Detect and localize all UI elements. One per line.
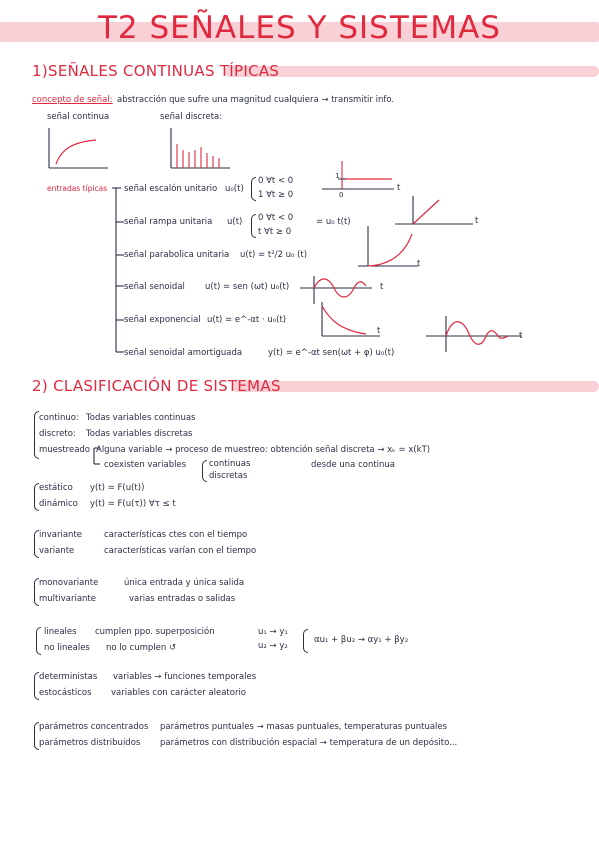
continuous-term: continuo:	[39, 413, 79, 423]
damped-signal-name: señal senoidal amortiguada	[124, 348, 243, 358]
linear-term: lineales	[44, 627, 77, 637]
exponential-signal-graph	[316, 302, 382, 338]
ramp-case-2: t ∀t ≥ 0	[258, 227, 292, 237]
discrete-desc: Todas variables discretas	[86, 429, 193, 439]
linear-desc: cumplen ppo. superposición	[95, 627, 215, 637]
sampled-subtree	[92, 448, 102, 466]
nonlinear-term: no lineales	[44, 643, 90, 653]
damped-signal-formula: y(t) = e^-αt sen(ωt + φ) u₀(t)	[268, 348, 395, 358]
coexist-continuous: continuas	[209, 459, 251, 469]
page-title: T2 SEÑALES Y SISTEMAS	[97, 10, 501, 46]
coexist-brace	[202, 460, 207, 482]
section1-heading: 1)SEÑALES CONTINUAS TÍPICAS	[32, 62, 280, 80]
deterministic-term: deterministas	[39, 672, 98, 682]
monovariant-desc: única entrada y única salida	[124, 578, 245, 588]
ramp-signal-graph	[395, 196, 475, 230]
ramp-cases-brace	[251, 214, 256, 238]
continuous-signal-label: señal continua	[47, 112, 110, 122]
sampled-desc: Alguna variable → proceso de muestreo: obtención señal discreta → xₖ = x(kT)	[96, 445, 431, 455]
sinusoid-axis-t: t	[380, 282, 384, 292]
step-axis-t: t	[397, 183, 401, 193]
parabolic-signal-graph	[358, 226, 420, 268]
multivariant-desc: varias entradas o salidas	[129, 594, 236, 604]
sinusoid-signal-name: señal senoidal	[124, 282, 185, 292]
discrete-signal-label: señal discreta:	[160, 112, 223, 122]
variant-term: variante	[39, 546, 75, 556]
invariant-term: invariante	[39, 530, 83, 540]
ramp-case-1: 0 ∀t < 0	[258, 213, 294, 223]
distributed-term: parámetros distribuidos	[39, 738, 141, 748]
coexist-text: coexisten variables	[104, 460, 187, 470]
sampled-term: muestreado	[39, 445, 90, 455]
damped-axis-t: t	[519, 331, 523, 341]
stochastic-desc: variables con carácter aleatorio	[111, 688, 246, 698]
step-zero-tick: 0	[339, 191, 344, 199]
step-signal-name: señal escalón unitario	[124, 184, 218, 194]
dynamic-term: dinámico	[39, 499, 78, 509]
superposition-brace	[303, 629, 308, 653]
lumped-term: parámetros concentrados	[39, 722, 149, 732]
parabolic-signal-formula: u(t) = t²/2 u₀ (t)	[240, 250, 308, 260]
monovariant-term: monovariante	[39, 578, 99, 588]
exponential-signal-formula: u(t) = e^-αt · u₀(t)	[207, 315, 287, 325]
exponential-axis-t: t	[377, 326, 381, 336]
typical-inputs-tree	[112, 184, 126, 356]
sinusoid-signal-formula: u(t) = sen (ωt) u₀(t)	[205, 282, 290, 292]
concept-label: concepto de señal:	[32, 95, 113, 105]
step-level-label: 1	[335, 172, 340, 180]
variant-desc: características varían con el tiempo	[104, 546, 257, 556]
deterministic-desc: variables → funciones temporales	[113, 672, 257, 682]
ramp-signal-name: señal rampa unitaria	[124, 217, 213, 227]
static-desc: y(t) = F(u(t))	[90, 483, 145, 493]
step-cases-brace	[251, 177, 256, 201]
superposition-line-1: u₁ → y₁	[258, 627, 288, 637]
coexist-note: desde una continua	[311, 460, 396, 470]
lumped-desc: parámetros puntuales → masas puntuales, temperaturas puntuales	[160, 722, 448, 732]
parabolic-axis-t: t	[417, 259, 421, 269]
ramp-equivalent: = u₀ t(t)	[316, 217, 351, 227]
multivariant-term: multivariante	[39, 594, 96, 604]
dynamic-desc: y(t) = F(u(τ)) ∀τ ≤ t	[90, 499, 176, 509]
typical-inputs-label: entradas típicas	[47, 184, 108, 193]
discrete-signal-graph	[168, 128, 230, 172]
step-case-2: 1 ∀t ≥ 0	[258, 190, 294, 200]
damped-signal-graph	[426, 316, 526, 356]
section2-highlight	[232, 381, 599, 392]
stochastic-term: estocásticos	[39, 688, 92, 698]
section1-highlight	[225, 66, 599, 77]
nonlinear-desc: no lo cumplen ↺	[106, 643, 177, 653]
superposition-line-2: u₂ → y₂	[258, 641, 288, 651]
step-signal-graph	[322, 161, 402, 197]
superposition-result: αu₁ + βu₂ → αy₁ + βy₂	[314, 635, 409, 645]
parabolic-signal-name: señal parabolica unitaria	[124, 250, 230, 260]
coexist-discrete: discretas	[209, 471, 248, 481]
continuous-signal-graph	[46, 128, 108, 172]
exponential-signal-name: señal exponencial	[124, 315, 201, 325]
invariant-desc: características ctes con el tiempo	[104, 530, 248, 540]
ramp-axis-t: t	[475, 216, 479, 226]
discrete-term: discreto:	[39, 429, 76, 439]
group5-brace	[36, 627, 41, 655]
distributed-desc: parámetros con distribución espacial → temperatura de un depósito...	[160, 738, 458, 748]
static-term: estático	[39, 483, 73, 493]
continuous-desc: Todas variables continuas	[86, 413, 196, 423]
step-case-1: 0 ∀t < 0	[258, 176, 294, 186]
step-signal-formula: u₀(t)	[225, 184, 244, 194]
ramp-signal-formula: u(t)	[227, 217, 243, 227]
section2-heading: 2) CLASIFICACIÓN DE SISTEMAS	[32, 377, 281, 395]
concept-text: abstracción que sufre una magnitud cualquiera → transmitir info.	[117, 95, 395, 105]
